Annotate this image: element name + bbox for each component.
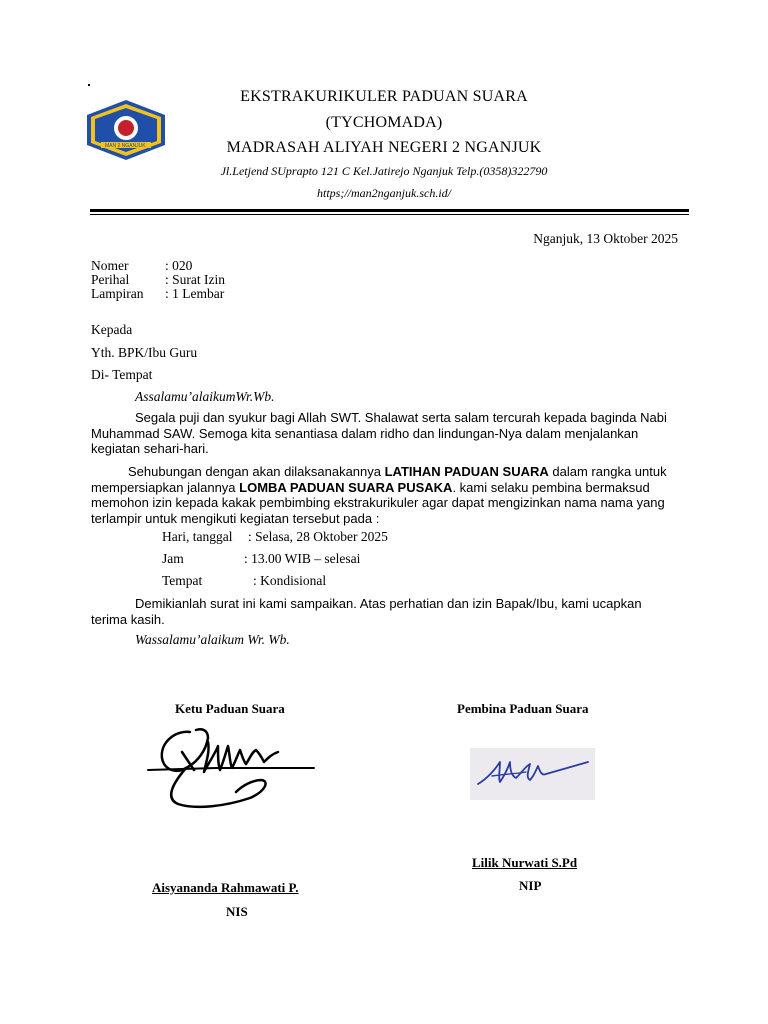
schedule-label: Tempat (162, 573, 203, 588)
org-title: EKSTRAKURIKULER PADUAN SUARA (240, 88, 528, 105)
signature-title-right: Pembina Paduan Suara (457, 701, 589, 716)
meta-label: Perihal (91, 272, 130, 287)
paragraph-closing: Demikianlah surat ini kami sampaikan. Atas perhatian dan izin Bapak/Ibu, kami ucapkan terima kasih. (91, 596, 642, 627)
event-name-lomba: LOMBA PADUAN SUARA PUSAKA (239, 479, 453, 495)
signer-name-right: Lilik Nurwati S.Pd (472, 855, 578, 870)
signer-id-right: NIP (519, 878, 542, 893)
header-rule-thin (90, 214, 689, 215)
para-text: Sehubungan dengan akan dilaksanakannya (128, 464, 385, 479)
para-text: . kami selaku pembina bermaksud memohon izin kepada kakak pembimbing ekstrakurikuler agar dapat mengizinkan nama nama yang terlampir untuk mengikuti kegiatan tersebut pada : (91, 479, 665, 526)
recipient-place: Di- Tempat (91, 367, 153, 382)
svg-text:MAN 2 NGANJUK: MAN 2 NGANJUK (105, 143, 146, 149)
meta-value: : Surat Izin (165, 272, 225, 287)
schedule-row-time (162, 551, 360, 567)
meta-row-lampiran (91, 286, 224, 302)
schedule-value: : 13.00 WIB – selesai (244, 551, 361, 566)
schedule-label: Jam (162, 551, 184, 566)
schedule-value: : Kondisional (253, 573, 327, 588)
schedule-row-date (162, 529, 388, 545)
recipient-kepada: Kepada (91, 322, 133, 337)
schedule-value: : Selasa, 28 Oktober 2025 (248, 529, 388, 544)
meta-label: Lampiran (91, 286, 144, 301)
para-text: dalam rangka untuk mempersiapkan jalannya (91, 464, 667, 495)
paragraph-opening: Segala puji dan syukur bagi Allah SWT. Shalawat serta salam tercurah kepada baginda Nabi Muhammad SAW. Semoga kita senantiasa dalam ridho dan lindungan-Nya dalam menjalankan kegiatan sehari-hari. (91, 410, 667, 456)
meta-label: Nomer (91, 258, 129, 273)
website-line: https;//man2nganjuk.sch.id/ (317, 186, 451, 200)
stray-dot (88, 84, 90, 86)
paragraph-purpose (91, 464, 681, 526)
handwritten-signature-icon (470, 748, 595, 800)
school-name: MADRASAH ALIYAH NEGERI 2 NGANJUK (226, 139, 542, 156)
farewell: Wassalamu’alaikum Wr. Wb. (135, 632, 290, 647)
event-name-latihan: LATIHAN PADUAN SUARA (384, 464, 549, 479)
org-subtitle: (TYCHOMADA) (325, 114, 443, 131)
signature-left-image (146, 722, 318, 810)
signer-name-left: Aisyananda Rahmawati P. (152, 880, 299, 895)
signature-title-left: Ketu Paduan Suara (175, 701, 285, 716)
address-line: Jl.Letjend SUprapto 121 C Kel.Jatirejo Nganjuk Telp.(0358)322790 (220, 164, 548, 178)
schedule-label: Hari, tanggal (162, 529, 233, 544)
meta-value: : 1 Lembar (165, 286, 225, 301)
recipient-yth: Yth. BPK/Ibu Guru (91, 345, 198, 360)
signature-right-image (470, 748, 595, 800)
schedule-row-place (162, 573, 326, 589)
meta-value: : 020 (165, 258, 193, 273)
signer-id-left: NIS (226, 904, 248, 919)
handwritten-signature-icon (146, 722, 318, 810)
header-rule-thick (90, 209, 689, 212)
greeting: Assalamu’alaikumWr.Wb. (135, 389, 275, 404)
letter-date: Nganjuk, 13 Oktober 2025 (533, 231, 678, 246)
